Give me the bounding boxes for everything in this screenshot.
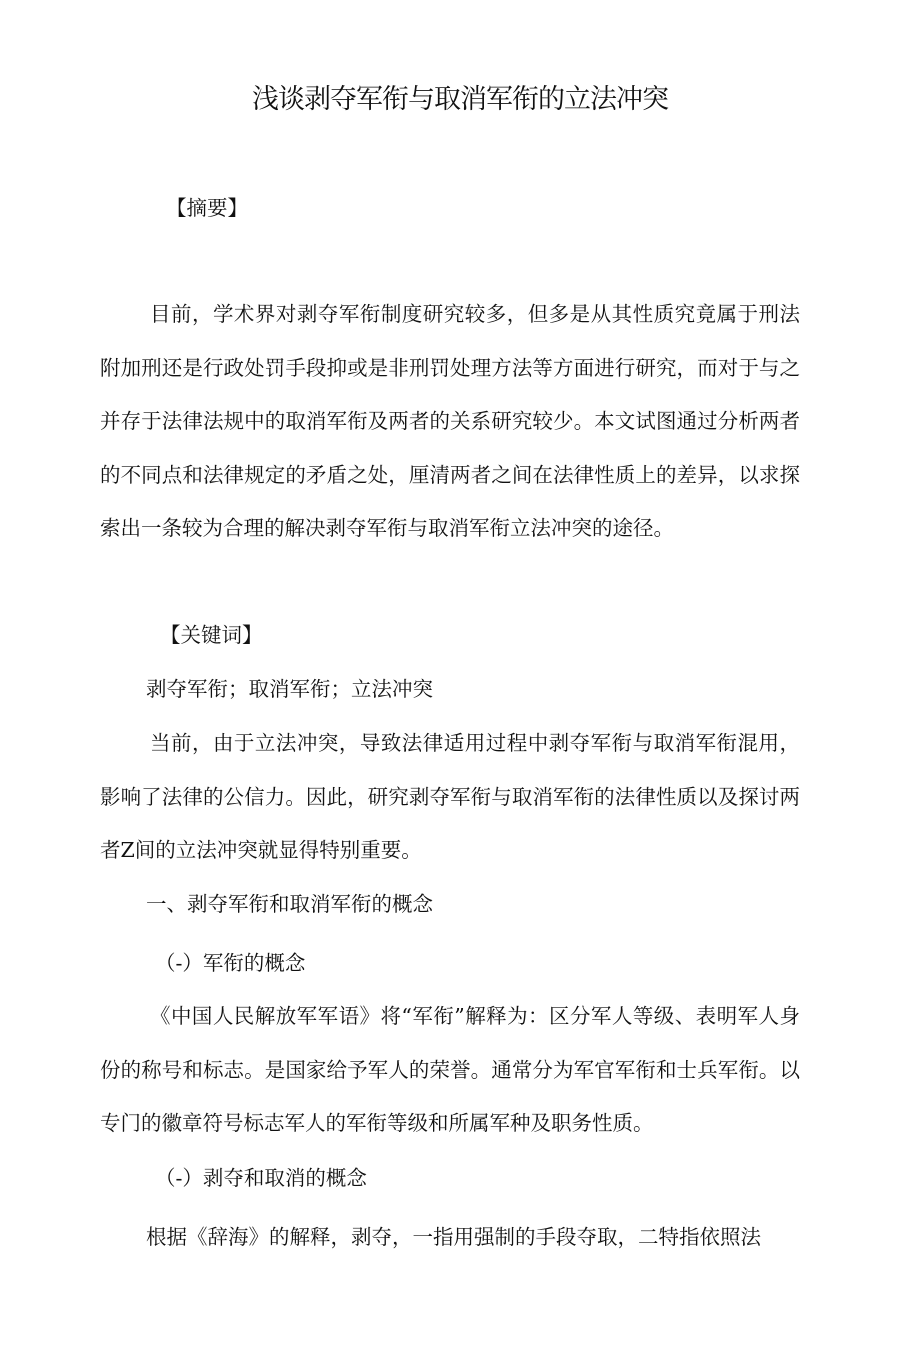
keywords-list: 剥夺军衔；取消军衔；立法冲突 bbox=[146, 677, 433, 701]
section-heading-concepts: 一、剥夺军衔和取消军衔的概念 bbox=[146, 892, 433, 916]
document-title: 浅谈剥夺军衔与取消军衔的立法冲突 bbox=[252, 84, 668, 115]
military-rank-paragraph: 《中国人民解放军军语》将“军衔”解释为：区分军人等级、表明军人身份的称号和标志。是国家给予军人的荣誉。通常分为军官军衔和士兵军衔。以专门的徽章符号标志军人的军衔等级和所属军种及职务性质。 bbox=[100, 1004, 800, 1135]
subsection-heading-military-rank: （-）军衔的概念 bbox=[155, 951, 306, 975]
intro-paragraph: 当前，由于立法冲突，导致法律适用过程中剥夺军衔与取消军衔混用，影响了法律的公信力。因此，研究剥夺军衔与取消军衔的法律性质以及探讨两者Z间的立法冲突就显得特别重要。 bbox=[100, 731, 800, 862]
subsection-heading-deprive-cancel: （-）剥夺和取消的概念 bbox=[155, 1166, 367, 1190]
deprive-cancel-paragraph: 根据《辞海》的解释，剥夺，一指用强制的手段夺取，二特指依照法 bbox=[146, 1225, 761, 1249]
abstract-heading: 【摘要】 bbox=[166, 196, 248, 220]
abstract-paragraph: 目前，学术界对剥夺军衔制度研究较多，但多是从其性质究竟属于刑法附加刑还是行政处罚手段抑或是非刑罚处理方法等方面进行研究，而对于与之并存于法律法规中的取消军衔及两者的关系研究较少。本文试图通过分析两者的不同点和法律规定的矛盾之处，厘清两者之间在法律性质上的差异，以求探索出一条较为合理的解决剥夺军衔与取消军衔立法冲突的途径。 bbox=[100, 302, 800, 540]
keywords-heading: 【关键词】 bbox=[160, 623, 263, 647]
